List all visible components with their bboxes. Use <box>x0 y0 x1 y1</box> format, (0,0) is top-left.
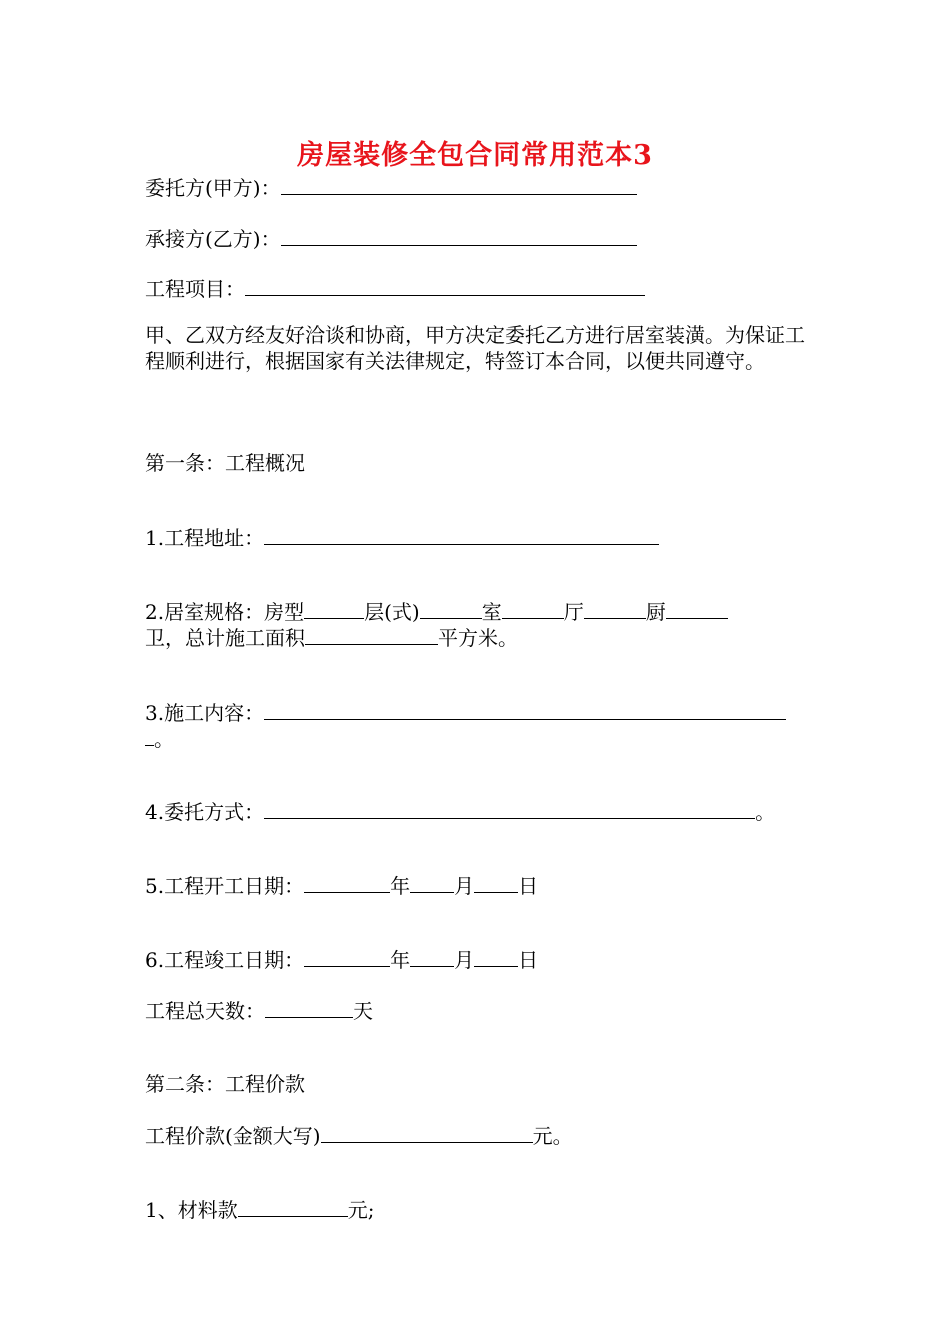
material-blank[interactable] <box>238 1196 348 1217</box>
start-year-blank[interactable] <box>304 872 390 893</box>
address-blank[interactable] <box>264 524 659 545</box>
item2-bath-total: 卫，总计施工面积 <box>145 626 305 650</box>
item2-room: 室 <box>481 600 502 624</box>
item2-label: 2.居室规格：房型 <box>145 600 305 624</box>
document-title: 房屋装修全包合同常用范本3 <box>297 140 653 171</box>
commission-method-blank[interactable] <box>264 798 755 819</box>
house-type-blank[interactable] <box>304 598 364 619</box>
item4-line <box>145 798 775 825</box>
total-days-unit: 天 <box>353 999 373 1023</box>
start-month-blank[interactable] <box>410 872 454 893</box>
intro-paragraph: 甲、乙双方经友好洽谈和协商，甲方决定委托乙方进行居室装潢。为保证工程顺利进行，根据国家有关法律规定，特签订本合同，以便共同遵守。 <box>145 323 805 373</box>
item3-label: 3.施工内容： <box>145 701 265 725</box>
article1-heading: 第一条：工程概况 <box>145 451 305 475</box>
item2-kitchen: 厨 <box>645 600 666 624</box>
total-days-blank[interactable] <box>265 997 353 1018</box>
party-b-label: 承接方(乙方)： <box>145 227 281 251</box>
construction-content-blank[interactable] <box>264 699 786 720</box>
party-a-line <box>145 174 637 201</box>
item3-end: 。 <box>154 727 174 751</box>
price-line <box>145 1122 573 1149</box>
project-line <box>145 275 645 302</box>
price-unit: 元。 <box>532 1124 573 1148</box>
end-day-blank[interactable] <box>474 946 518 967</box>
item6-label: 6.工程竣工日期： <box>145 948 305 972</box>
material-unit: 元; <box>347 1198 375 1222</box>
material-line <box>145 1196 374 1223</box>
item3-line-2 <box>145 725 174 752</box>
item1-line <box>145 524 659 551</box>
layer-blank[interactable] <box>420 598 482 619</box>
start-day-blank[interactable] <box>474 872 518 893</box>
article2-heading: 第二条：工程价款 <box>145 1072 305 1096</box>
start-month-label: 月 <box>454 874 475 898</box>
material-label: 1、材料款 <box>145 1198 238 1222</box>
hall-blank[interactable] <box>584 598 646 619</box>
item6-line <box>145 946 538 973</box>
start-day-label: 日 <box>518 874 539 898</box>
total-days-line <box>145 997 373 1024</box>
party-b-blank[interactable] <box>281 225 637 246</box>
project-label: 工程项目： <box>145 277 245 301</box>
item2-line-2 <box>145 624 518 651</box>
area-blank[interactable] <box>305 624 438 645</box>
project-blank[interactable] <box>245 275 645 296</box>
party-a-label: 委托方(甲方)： <box>145 176 281 200</box>
party-a-blank[interactable] <box>281 174 637 195</box>
item4-end: 。 <box>755 800 776 824</box>
item2-unit: 平方米。 <box>438 626 518 650</box>
item3-line <box>145 699 786 726</box>
end-month-blank[interactable] <box>410 946 454 967</box>
item1-label: 1.工程地址： <box>145 526 265 550</box>
item5-line <box>145 872 538 899</box>
total-days-label: 工程总天数： <box>145 999 265 1023</box>
item4-label: 4.委托方式： <box>145 800 265 824</box>
end-day-label: 日 <box>518 948 539 972</box>
construction-content-blank-cont[interactable] <box>145 725 154 746</box>
price-label: 工程价款(金额大写) <box>145 1124 321 1148</box>
end-month-label: 月 <box>454 948 475 972</box>
item2-hall: 厅 <box>563 600 584 624</box>
end-year-label: 年 <box>390 948 411 972</box>
item2-layer: 层(式) <box>364 600 420 624</box>
party-b-line <box>145 225 637 252</box>
room-blank[interactable] <box>502 598 564 619</box>
item5-label: 5.工程开工日期： <box>145 874 305 898</box>
item2-line <box>145 598 728 625</box>
price-blank[interactable] <box>321 1122 533 1143</box>
start-year-label: 年 <box>390 874 411 898</box>
end-year-blank[interactable] <box>304 946 390 967</box>
kitchen-blank[interactable] <box>666 598 728 619</box>
